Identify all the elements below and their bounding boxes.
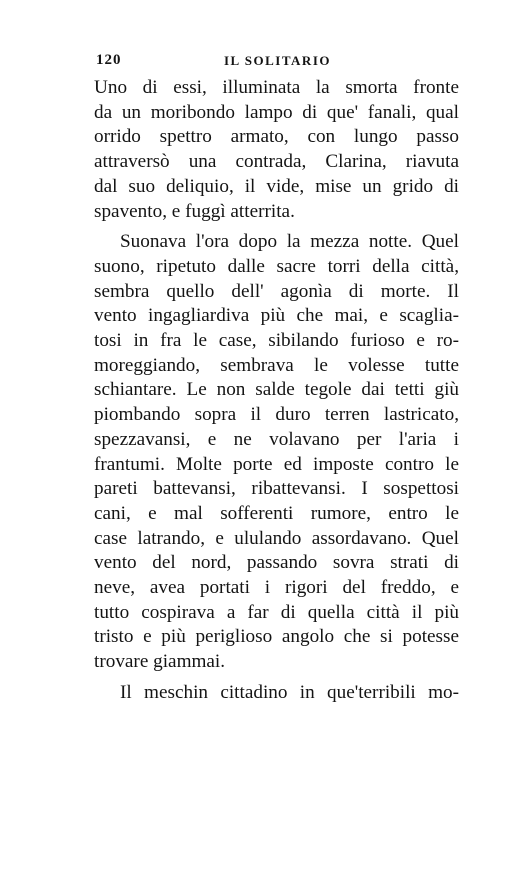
text-line: dal suo deliquio, il vide, mise un grido di <box>94 175 459 197</box>
text-line: sembra quello dell' agonìa di morte. Il <box>94 280 459 302</box>
text-line: moreggiando, sembrava le volesse tutte <box>94 354 459 376</box>
text-line: tutto cospirava a far di quella città il più <box>94 601 459 623</box>
text-line: frantumi. Molte porte ed imposte contro le <box>94 453 459 475</box>
text-line: vento ingagliardiva più che mai, e scaglia- <box>94 305 459 327</box>
text-line: spezzavansi, e ne volavano per l'aria i <box>94 428 459 450</box>
text-line: trovare giammai. <box>94 651 226 673</box>
text-line: pareti battevansi, ribattevansi. I sospettosi <box>94 478 459 500</box>
text-line: vento del nord, passando sovra strati di <box>94 552 459 574</box>
text-line: suono, ripetuto dalle sacre torri della città, <box>94 255 459 277</box>
body-text <box>94 76 459 706</box>
running-head <box>94 52 459 72</box>
text-line: tristo e più periglioso angolo che si potesse <box>94 626 459 648</box>
text-line: neve, avea portati i rigori del freddo, e <box>94 577 459 599</box>
page-number: 120 <box>96 52 122 68</box>
text-line: Suonava l'ora dopo la mezza notte. Quel <box>120 231 459 253</box>
paragraph-1 <box>94 76 459 224</box>
paragraph-3 <box>94 681 459 706</box>
text-line: schiantare. Le non salde tegole dai tetti giù <box>94 379 459 401</box>
text-line: attraversò una contrada, Clarina, riavuta <box>94 151 459 173</box>
text-line: case latrando, e ululando assordavano. Quel <box>94 527 459 549</box>
running-title: IL SOLITARIO <box>224 53 331 68</box>
text-line: da un moribondo lampo di que' fanali, qual <box>94 101 459 123</box>
text-line: spavento, e fuggì atterrita. <box>94 200 295 222</box>
text-line: Uno di essi, illuminata la smorta fronte <box>94 77 459 98</box>
text-line: orrido spettro armato, con lungo passo <box>94 126 459 148</box>
text-line: tosi in fra le case, sibilando furioso e ro- <box>94 330 459 352</box>
paragraph-2 <box>94 230 459 675</box>
text-line: cani, e mal sofferenti rumore, entro le <box>94 502 459 524</box>
text-line: Il meschin cittadino in que'terribili mo- <box>120 681 459 703</box>
text-line: piombando sopra il duro terren lastricato, <box>94 404 459 426</box>
